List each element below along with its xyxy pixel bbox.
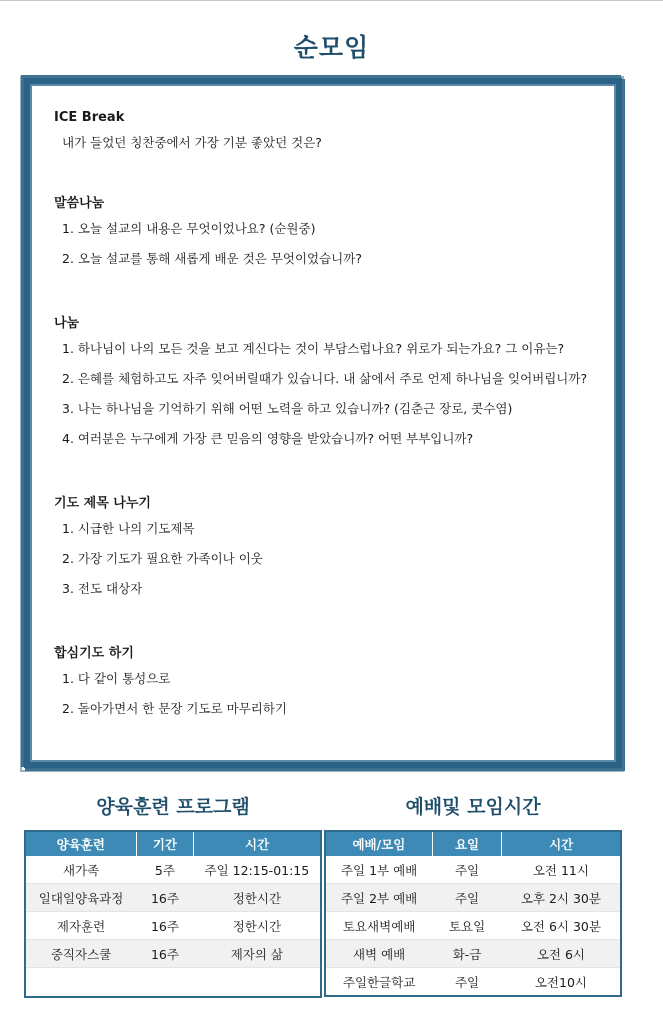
table-cell: 제자의 삶 <box>194 940 321 968</box>
prayer-topics-heading: 기도 제목 나누기 <box>54 496 151 511</box>
training-heading: 양육훈련 프로그램 <box>96 796 250 818</box>
column-header: 양육훈련 <box>25 831 136 856</box>
table-cell: 오전10시 <box>502 968 621 997</box>
table-cell: 일대일양육과정 <box>25 884 136 912</box>
column-header: 기간 <box>136 831 194 856</box>
column-header: 예배/모임 <box>325 831 432 856</box>
list-item: 2. 오늘 설교를 통해 새롭게 배운 것은 무엇이었습니까? <box>62 251 362 266</box>
list-item: 1. 다 같이 통성으로 <box>62 671 171 686</box>
page-title: 순모임 <box>293 33 370 62</box>
list-item: 2. 가장 기도가 필요한 가족이나 이웃 <box>62 551 263 566</box>
small-group-content <box>54 108 598 724</box>
joint-prayer-heading: 합심기도 하기 <box>54 646 134 661</box>
table-row <box>25 856 321 884</box>
table-cell: 16주 <box>136 912 194 940</box>
word-sharing-heading: 말씀나눔 <box>54 196 105 211</box>
table-header-row <box>25 831 321 856</box>
column-header: 시간 <box>194 831 321 856</box>
table-row <box>25 940 321 968</box>
table-row <box>325 968 621 997</box>
list-item: 4. 여러분은 누구에게 가장 큰 믿음의 영향을 받았습니까? 어떤 부부입니까? <box>62 431 474 446</box>
sharing-list <box>54 334 598 454</box>
table-cell: 토요일 <box>432 912 502 940</box>
table-cell: 주일 <box>432 884 502 912</box>
table-cell: 주일 1부 예배 <box>325 856 432 884</box>
table-cell: 화-금 <box>432 940 502 968</box>
list-item: 2. 은혜를 체험하고도 자주 잊어버릴때가 있습니다. 내 삶에서 주로 언제 하나님을 잊어버립니까? <box>62 371 588 386</box>
table-row <box>325 856 621 884</box>
sharing-heading: 나눔 <box>54 316 80 331</box>
word-sharing-list <box>54 214 598 274</box>
prayer-topics-list <box>54 514 598 604</box>
table-row <box>25 884 321 912</box>
small-group-frame <box>24 78 622 768</box>
joint-prayer-list <box>54 664 598 724</box>
table-cell: 오전 6시 30분 <box>502 912 621 940</box>
table-cell: 토요새벽예배 <box>325 912 432 940</box>
training-table <box>24 830 322 998</box>
column-header: 시간 <box>502 831 621 856</box>
table-row <box>25 912 321 940</box>
table-row <box>325 940 621 968</box>
table-cell: 주일한글학교 <box>325 968 432 997</box>
table-row-empty <box>25 968 321 998</box>
top-border-line <box>0 0 663 1</box>
table-cell: 오후 2시 30분 <box>502 884 621 912</box>
table-cell: 중직자스쿨 <box>25 940 136 968</box>
ice-break-heading: ICE Break <box>54 110 125 125</box>
worship-table <box>324 830 622 997</box>
table-cell: 오전 11시 <box>502 856 621 884</box>
list-item: 3. 전도 대상자 <box>62 581 143 596</box>
table-cell: 16주 <box>136 884 194 912</box>
ice-break-question: 내가 들었던 칭찬중에서 가장 기분 좋았던 것은? <box>62 135 322 150</box>
table-cell: 주일 <box>432 968 502 997</box>
table-row <box>325 884 621 912</box>
table-cell: 주일 <box>432 856 502 884</box>
table-cell: 16주 <box>136 940 194 968</box>
list-item: 3. 나는 하나님을 기억하기 위해 어떤 노력을 하고 있습니까? (김춘근 장로, 콧수염) <box>62 401 513 416</box>
table-cell: 오전 6시 <box>502 940 621 968</box>
column-header: 요일 <box>432 831 502 856</box>
worship-heading: 예배및 모임시간 <box>405 796 541 818</box>
table-cell: 주일 2부 예배 <box>325 884 432 912</box>
table-row <box>325 912 621 940</box>
table-cell: 제자훈련 <box>25 912 136 940</box>
table-cell: 새벽 예배 <box>325 940 432 968</box>
table-cell: 주일 12:15-01:15 <box>194 856 321 884</box>
list-item: 1. 하나님이 나의 모든 것을 보고 계신다는 것이 부담스럽나요? 위로가 되는가요? 그 이유는? <box>62 341 565 356</box>
list-item: 2. 돌아가면서 한 문장 기도로 마무리하기 <box>62 701 287 716</box>
list-item: 1. 오늘 설교의 내용은 무엇이었나요? (순원중) <box>62 221 316 236</box>
table-cell: 5주 <box>136 856 194 884</box>
list-item: 1. 시급한 나의 기도제목 <box>62 521 195 536</box>
table-header-row <box>325 831 621 856</box>
table-cell: 정한시간 <box>194 884 321 912</box>
table-cell: 새가족 <box>25 856 136 884</box>
table-cell: 정한시간 <box>194 912 321 940</box>
